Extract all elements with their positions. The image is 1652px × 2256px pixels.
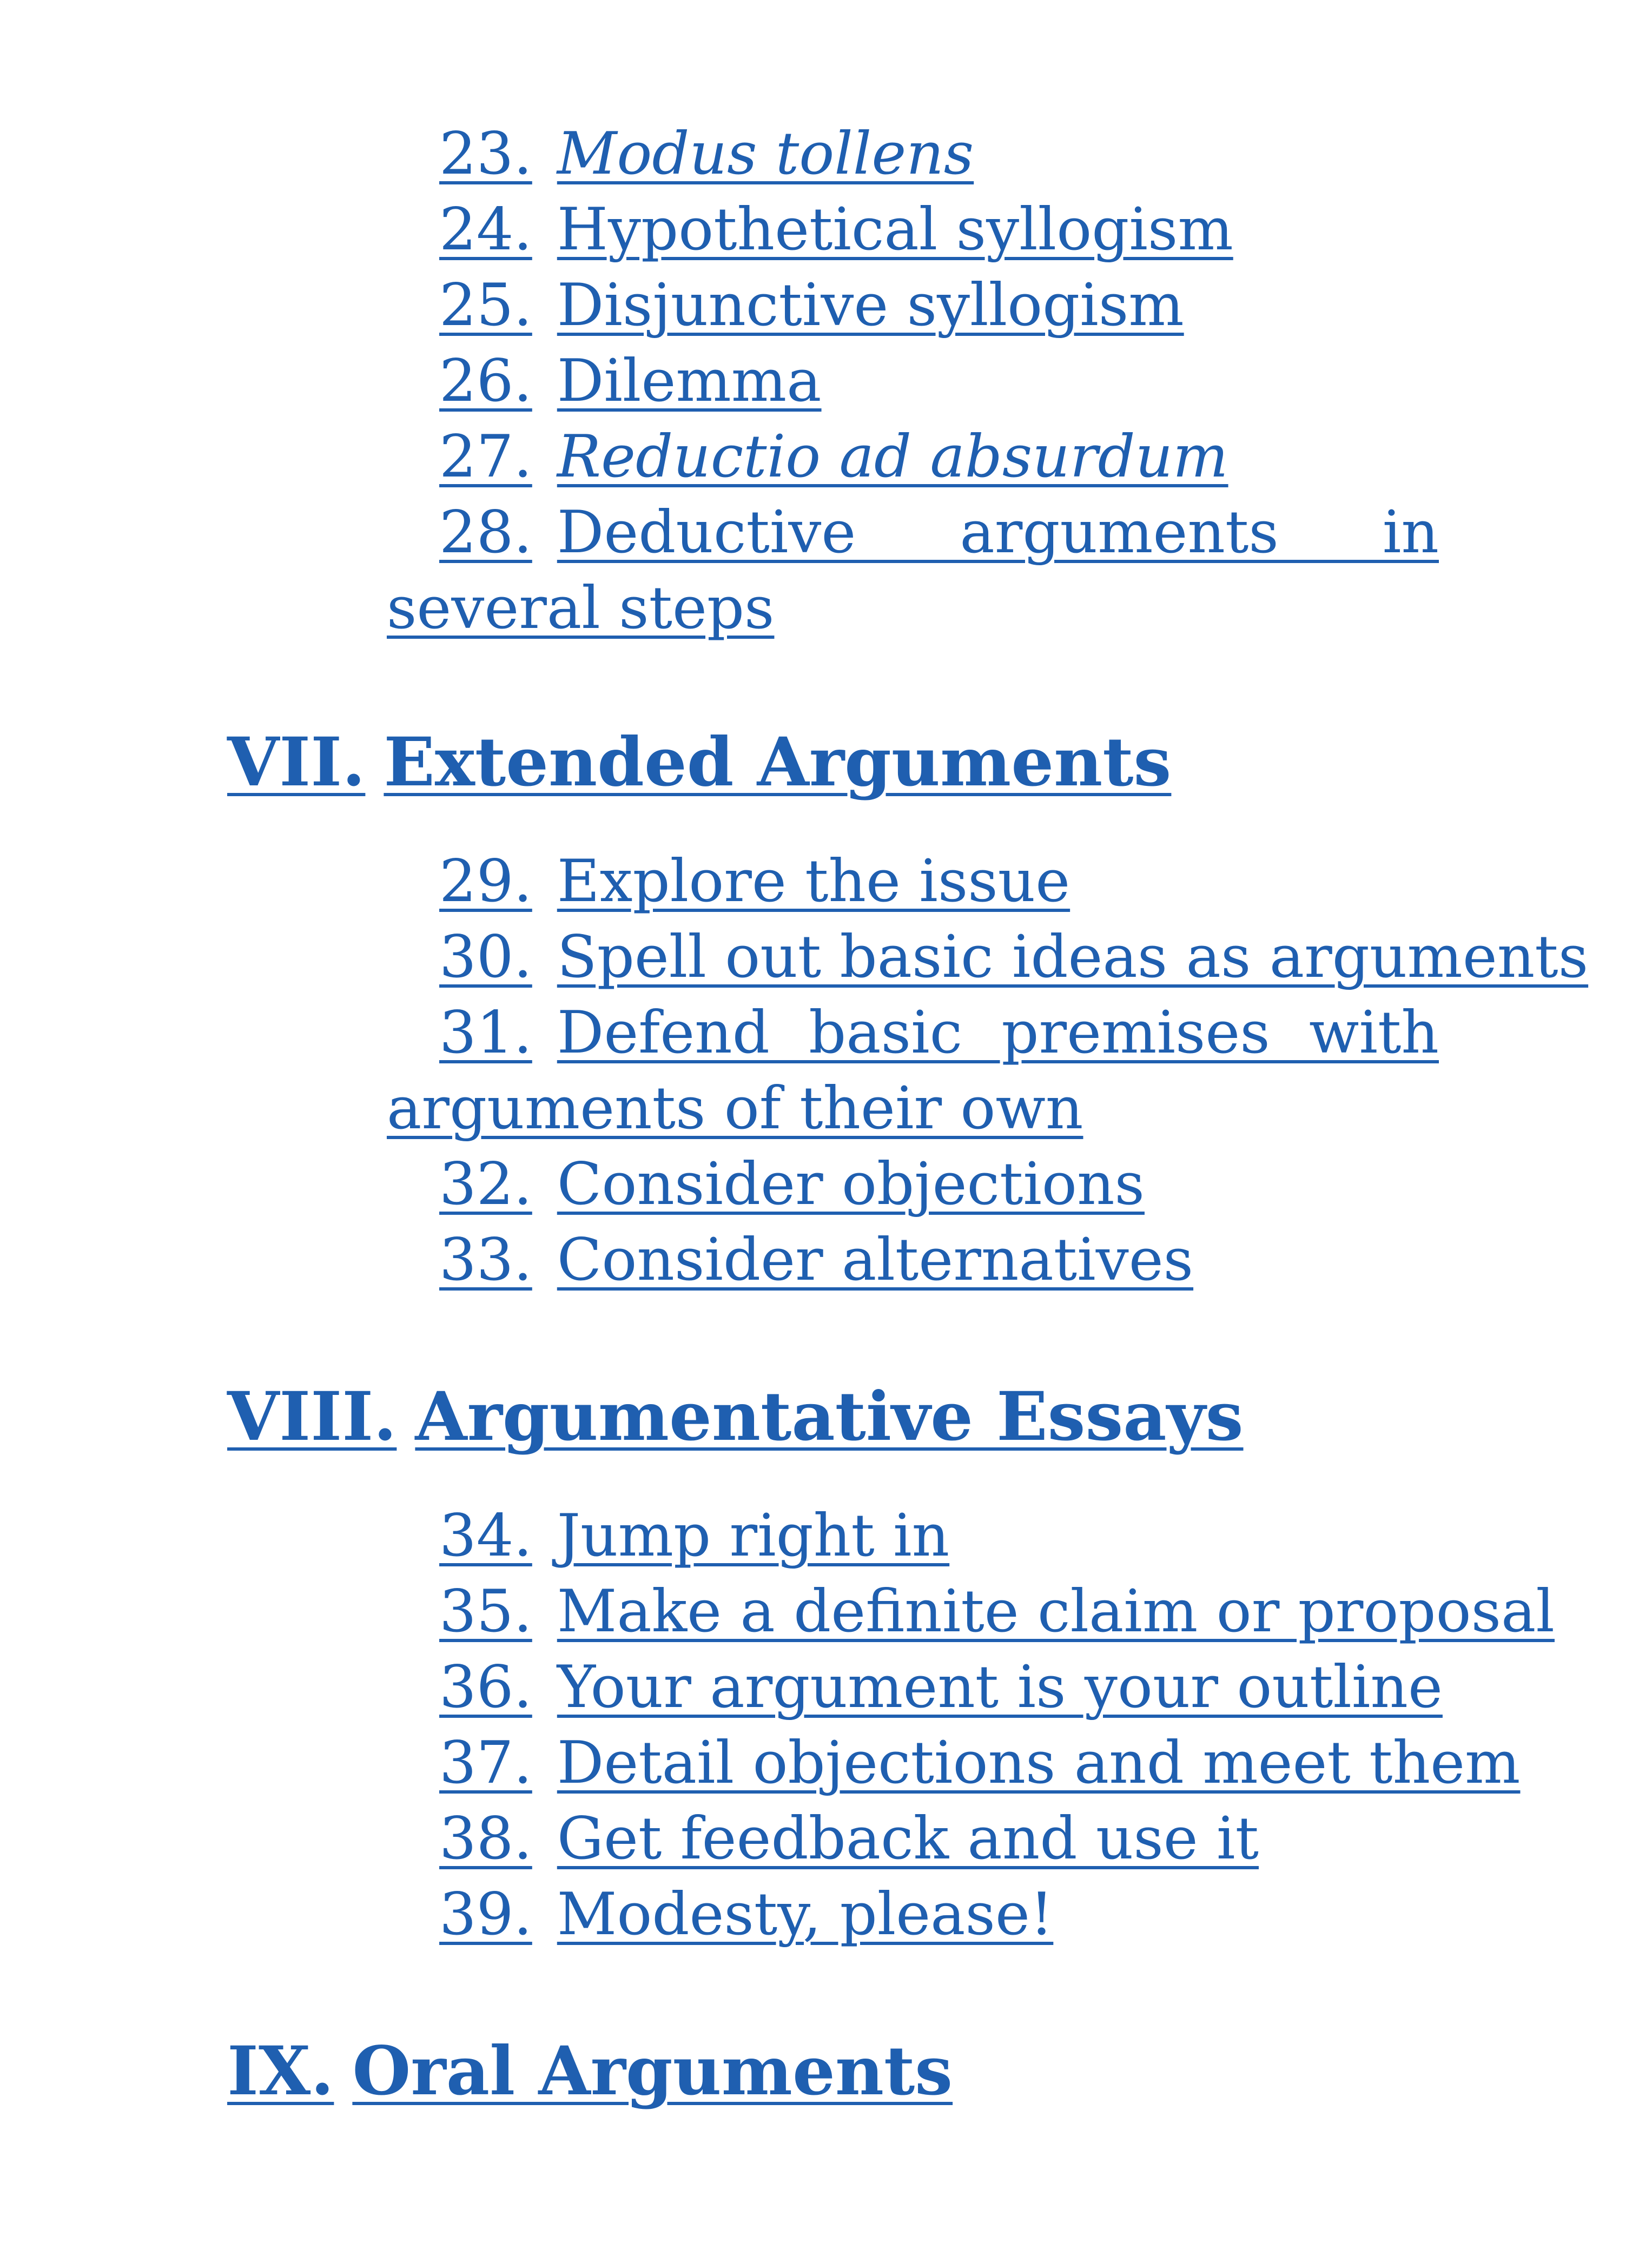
toc-entry-39[interactable] [387, 1877, 1439, 1953]
toc-entry-number[interactable]: 27. [439, 423, 532, 491]
toc-entry-title[interactable]: Hypothetical syllogism [557, 196, 1233, 263]
toc-entry-title[interactable]: Consider alternatives [557, 1226, 1194, 1294]
toc-entry-number[interactable]: 26. [439, 347, 532, 415]
toc-entry-23[interactable] [387, 116, 1439, 192]
toc-entry-title[interactable]: Deductive arguments in several steps [387, 499, 1439, 642]
section-number[interactable]: VIII. [227, 1378, 397, 1456]
toc-entry-title[interactable]: Spell out basic ideas as arguments [557, 923, 1589, 991]
toc-entry-number[interactable]: 31. [439, 999, 532, 1067]
toc-entry-title[interactable]: Disjunctive syllogism [557, 272, 1184, 339]
toc-entry-title[interactable]: Modus tollens [557, 120, 974, 188]
toc-entry-number[interactable]: 30. [439, 923, 532, 991]
toc-entry-35[interactable] [387, 1574, 1555, 1650]
section-title[interactable]: Extended Arguments [384, 723, 1172, 802]
toc-entry-number[interactable]: 35. [439, 1578, 532, 1645]
toc-entry-33[interactable] [387, 1222, 1439, 1298]
toc-entry-number[interactable]: 39. [439, 1881, 532, 1948]
toc-entry-title[interactable]: Defend basic premises with arguments of their own [387, 999, 1439, 1142]
toc-entry-number[interactable]: 28. [439, 499, 532, 566]
section-title[interactable]: Argumentative Essays [415, 1378, 1244, 1456]
section-number[interactable]: IX. [227, 2032, 334, 2111]
toc-entry-number[interactable]: 25. [439, 272, 532, 339]
toc-entry-27[interactable] [387, 419, 1439, 495]
section-number[interactable]: VII. [227, 723, 366, 802]
section-title[interactable]: Oral Arguments [352, 2032, 953, 2111]
toc-entry-25[interactable] [387, 268, 1439, 343]
toc-entry-title[interactable]: Jump right in [557, 1502, 950, 1570]
toc-entry-number[interactable]: 36. [439, 1653, 532, 1721]
toc-entry-number[interactable]: 32. [439, 1150, 532, 1218]
toc-entry-number[interactable]: 24. [439, 196, 532, 263]
section-heading-ix[interactable] [227, 2031, 953, 2112]
toc-entry-26[interactable] [387, 343, 1439, 419]
toc-entry-34[interactable] [387, 1498, 1439, 1574]
toc-entry-number[interactable]: 29. [439, 848, 532, 915]
toc-entry-number[interactable]: 38. [439, 1805, 532, 1873]
toc-entry-title[interactable]: Dilemma [557, 347, 822, 415]
toc-entry-title[interactable]: Reductio ad absurdum [557, 423, 1228, 491]
toc-entry-number[interactable]: 33. [439, 1226, 532, 1294]
toc-entry-number[interactable]: 23. [439, 120, 532, 188]
section-heading-viii[interactable] [227, 1377, 1244, 1458]
toc-entry-24[interactable] [387, 192, 1439, 268]
toc-entry-32[interactable] [387, 1147, 1439, 1222]
toc-entry-31[interactable] [387, 995, 1439, 1147]
toc-entry-number[interactable]: 37. [439, 1729, 532, 1797]
toc-entry-37[interactable] [387, 1725, 1521, 1801]
toc-entry-28[interactable] [387, 495, 1439, 646]
section-heading-vii[interactable] [227, 722, 1171, 803]
toc-entry-30[interactable] [387, 919, 1589, 995]
toc-entry-title[interactable]: Explore the issue [557, 848, 1071, 915]
toc-entry-title[interactable]: Make a definite claim or proposal [557, 1578, 1555, 1645]
toc-entry-title[interactable]: Get feedback and use it [557, 1805, 1259, 1873]
toc-entry-title[interactable]: Detail objections and meet them [557, 1729, 1521, 1797]
toc-entry-title[interactable]: Consider objections [557, 1150, 1145, 1218]
toc-entry-38[interactable] [387, 1801, 1439, 1877]
toc-entry-title[interactable]: Your argument is your outline [557, 1653, 1443, 1721]
toc-entry-36[interactable] [387, 1650, 1443, 1725]
toc-entry-title[interactable]: Modesty, please! [557, 1881, 1054, 1948]
toc-entry-number[interactable]: 34. [439, 1502, 532, 1570]
toc-entry-29[interactable] [387, 844, 1439, 919]
